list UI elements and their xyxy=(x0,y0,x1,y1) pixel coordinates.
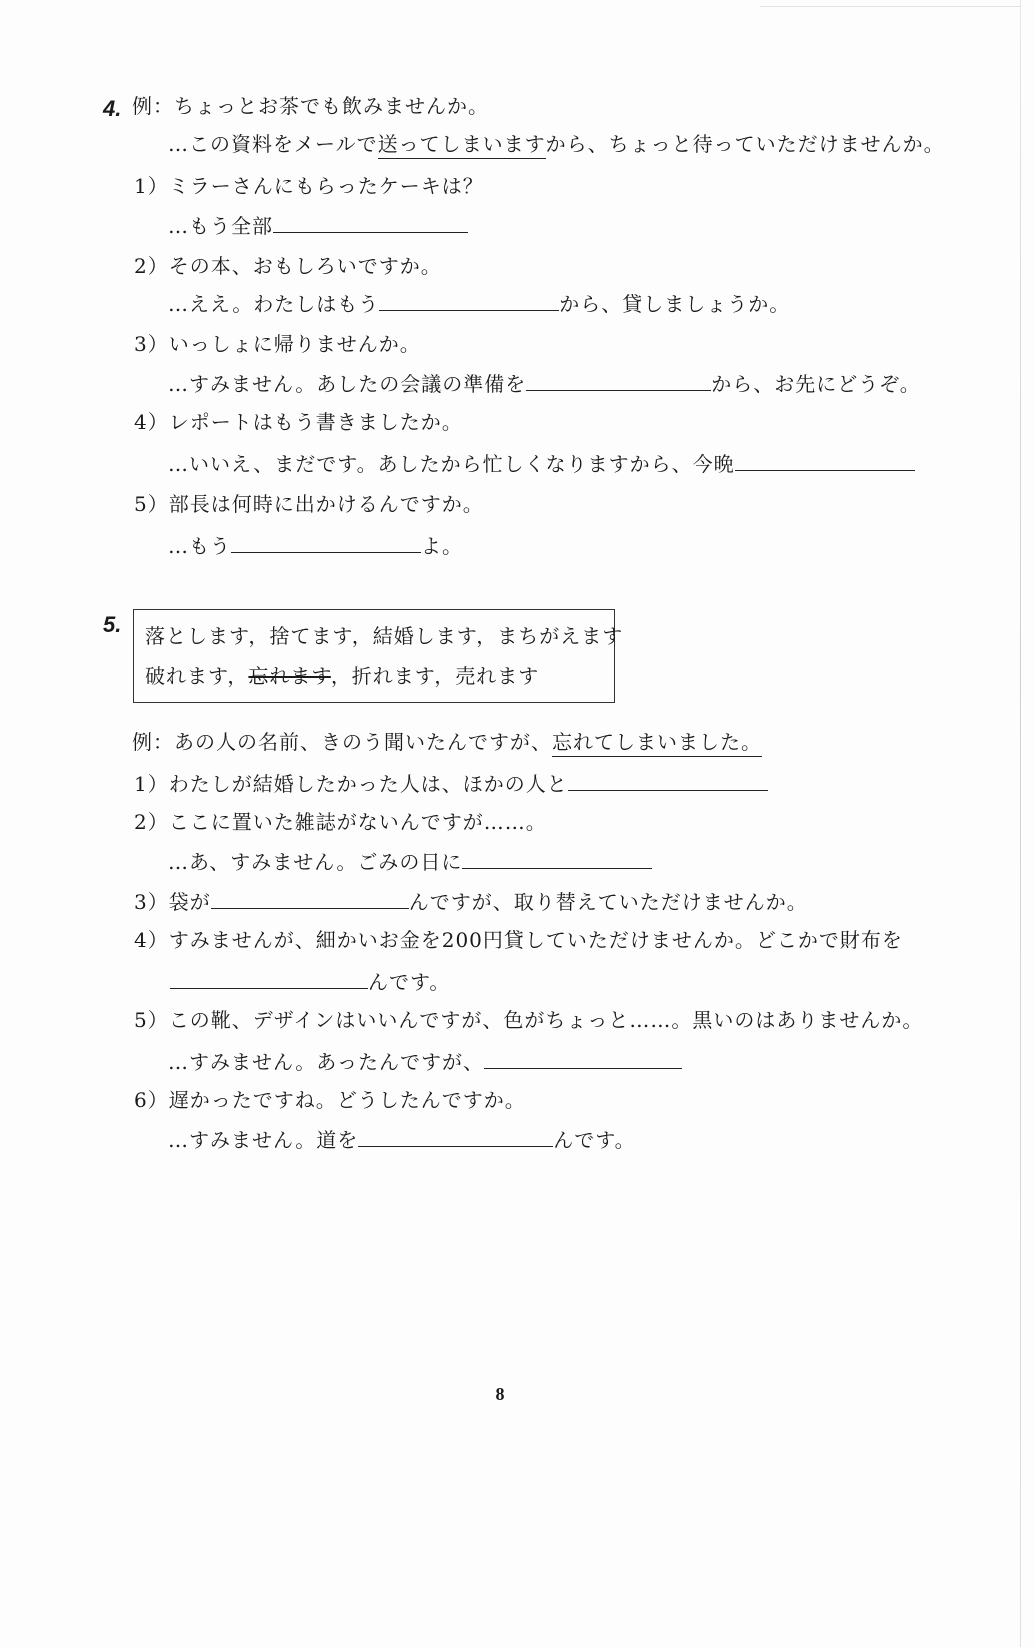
s5-blank-2[interactable] xyxy=(462,850,652,869)
page-edge xyxy=(1020,0,1021,1647)
s5-answer-2-pre: …あ、すみません。ごみの日に xyxy=(168,850,463,874)
s4-example-label: 例： xyxy=(132,94,174,118)
s5-example-label: 例： xyxy=(132,730,174,754)
s4-question-4: 4）レポートはもう書きましたか。 xyxy=(134,410,463,434)
s4-question-3: 3）いっしょに帰りませんか。 xyxy=(134,332,421,356)
word-box-row-2-pre: 破れます， xyxy=(145,664,249,688)
s4-blank-4[interactable] xyxy=(735,452,915,471)
s5-blank-4[interactable] xyxy=(170,970,368,989)
s4-example-answer-pre: …この資料をメールで xyxy=(168,132,378,156)
s5-question-3-pre: 3）袋が xyxy=(134,890,211,914)
s5-answer-5 xyxy=(168,1050,682,1072)
s5-answer-6 xyxy=(168,1128,636,1150)
page-number: 8 xyxy=(495,1384,505,1404)
s5-answer-5-pre: …すみません。あったんですが、 xyxy=(168,1050,484,1074)
s4-answer-4 xyxy=(168,452,915,474)
s4-blank-2[interactable] xyxy=(379,292,559,311)
s5-question-4-post: んです。 xyxy=(368,970,451,994)
s5-blank-3[interactable] xyxy=(211,890,409,909)
s4-answer-2-post: から、貸しましょうか。 xyxy=(559,292,791,316)
s5-question-6: 6）遅かったですね。どうしたんですか。 xyxy=(134,1088,526,1112)
s4-example-question xyxy=(132,96,489,116)
s5-question-5: 5）この靴、デザインはいいんですが、色がちょっと……。黒いのはありませんか。 xyxy=(134,1008,924,1032)
s4-question-1: 1）ミラーさんにもらったケーキは？ xyxy=(134,174,484,198)
s5-answer-6-post: んです。 xyxy=(553,1128,636,1152)
s4-answer-1-text: …もう全部 xyxy=(168,214,273,238)
s5-question-3 xyxy=(134,890,808,912)
s5-question-1 xyxy=(134,772,768,794)
s5-answer-2 xyxy=(168,850,652,872)
s4-blank-5[interactable] xyxy=(231,534,421,553)
word-box-row-2 xyxy=(145,666,539,686)
s5-blank-1[interactable] xyxy=(568,772,768,791)
s4-question-5: 5）部長は何時に出かけるんですか。 xyxy=(134,492,484,516)
s5-blank-5[interactable] xyxy=(484,1050,682,1069)
s4-blank-3[interactable] xyxy=(526,372,711,391)
s4-answer-5-post: よ。 xyxy=(421,534,463,558)
page-edge-top xyxy=(760,6,1021,7)
section-5-number: 5. xyxy=(103,612,122,637)
s5-question-4-cont xyxy=(170,970,450,992)
s4-example-question-text: ちょっとお茶でも飲みませんか。 xyxy=(174,94,489,118)
s4-example-answer-underlined: 送ってしまいます xyxy=(378,132,546,159)
s5-question-4: 4）すみませんが、細かいお金を200円貸していただけませんか。どこかで財布を xyxy=(134,928,903,952)
s4-answer-1 xyxy=(168,214,468,236)
s5-answer-6-pre: …すみません。道を xyxy=(168,1128,359,1152)
s4-answer-3-pre: …すみません。あしたの会議の準備を xyxy=(168,372,527,396)
s4-answer-3 xyxy=(168,372,921,394)
s5-question-1-text: 1）わたしが結婚したかった人は、ほかの人と xyxy=(134,772,568,796)
s4-answer-4-pre: …いいえ、まだです。あしたから忙しくなりますから、今晩 xyxy=(168,452,735,476)
s4-answer-2 xyxy=(168,292,790,314)
s4-example-answer xyxy=(168,134,945,154)
s5-question-2: 2）ここに置いた雑誌がないんですが……。 xyxy=(134,810,547,834)
s4-question-2: 2）その本、おもしろいですか。 xyxy=(134,254,442,278)
s4-answer-2-pre: …ええ。わたしはもう xyxy=(168,292,380,316)
s4-answer-5 xyxy=(168,534,463,556)
word-box-row-1: 落とします，捨てます，結婚します，まちがえます xyxy=(145,624,624,648)
s4-answer-5-pre: …もう xyxy=(168,534,231,558)
s4-answer-3-post: から、お先にどうぞ。 xyxy=(711,372,921,396)
s5-example-pre: あの人の名前、きのう聞いたんですが、 xyxy=(174,730,552,754)
s5-question-3-post: んですが、取り替えていただけませんか。 xyxy=(408,890,808,914)
section-4-number: 4. xyxy=(103,96,122,121)
s4-blank-1[interactable] xyxy=(273,214,468,233)
s4-example-answer-post: から、ちょっと待っていただけませんか。 xyxy=(545,132,945,156)
s5-example-answer-underlined: 忘れてしまいました。 xyxy=(552,730,762,757)
s5-blank-6[interactable] xyxy=(358,1128,553,1147)
word-box-row-2-post: ，折れます，売れます xyxy=(330,664,540,688)
s5-example xyxy=(132,732,762,752)
word-box-struck-word: 忘れます xyxy=(248,664,331,688)
